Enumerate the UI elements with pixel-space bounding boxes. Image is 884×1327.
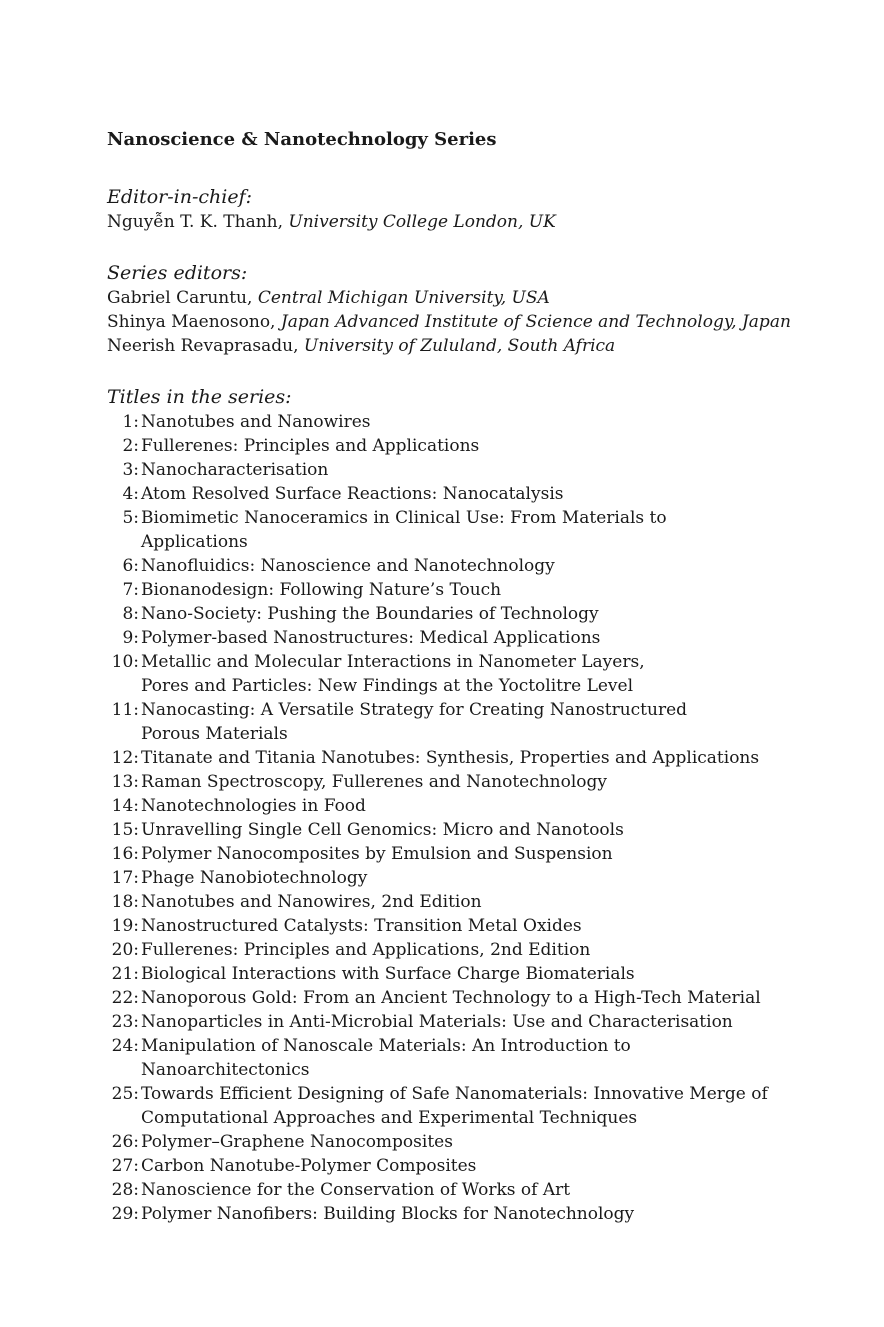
editor-in-chief-person xyxy=(107,210,807,234)
title-line: Atom Resolved Surface Reactions: Nanocatalysis xyxy=(141,484,564,504)
title-line: Fullerenes: Principles and Applications xyxy=(141,436,480,456)
title-number: 27: xyxy=(111,1156,139,1176)
title-number: 22: xyxy=(111,988,139,1008)
title-line: Applications xyxy=(141,532,248,552)
list-item xyxy=(107,818,807,842)
title-text xyxy=(139,1034,631,1082)
title-number: 18: xyxy=(111,892,139,912)
title-number: 7: xyxy=(122,580,139,600)
title-number: 3: xyxy=(122,460,139,480)
title-text xyxy=(139,506,667,554)
list-item xyxy=(107,842,807,866)
title-line: Nanotubes and Nanowires xyxy=(141,412,371,432)
title-number: 10: xyxy=(111,652,139,672)
title-number: 12: xyxy=(111,748,139,768)
title-number: 8: xyxy=(122,604,139,624)
series-editors-section xyxy=(107,260,807,358)
title-text xyxy=(139,1178,570,1202)
list-item xyxy=(107,1082,807,1130)
titles-heading: Titles in the series: xyxy=(107,386,292,408)
title-number: 17: xyxy=(111,868,139,888)
title-line: Pores and Particles: New Findings at the Yoctolitre Level xyxy=(141,676,634,696)
list-item xyxy=(107,794,807,818)
title-line: Nanotechnologies in Food xyxy=(141,796,366,816)
title-number: 21: xyxy=(111,964,139,984)
title-text xyxy=(139,1082,768,1130)
title-line: Nanoporous Gold: From an Ancient Technology to a High-Tech Material xyxy=(141,988,761,1008)
title-text xyxy=(139,554,555,578)
title-line: Carbon Nanotube-Polymer Composites xyxy=(141,1156,477,1176)
title-line: Nanotubes and Nanowires, 2nd Edition xyxy=(141,892,482,912)
person-affiliation: Japan Advanced Institute of Science and Technology, Japan xyxy=(280,312,791,332)
title-number: 29: xyxy=(111,1204,139,1224)
title-line: Nanoscience for the Conservation of Works of Art xyxy=(141,1180,571,1200)
title-line: Polymer Nanofibers: Building Blocks for Nanotechnology xyxy=(141,1204,635,1224)
list-item xyxy=(107,458,807,482)
title-text xyxy=(139,698,687,746)
title-text xyxy=(139,866,367,890)
title-line: Computational Approaches and Experimental Techniques xyxy=(141,1108,638,1128)
titles-list xyxy=(107,410,807,1226)
list-item xyxy=(107,1130,807,1154)
title-number: 6: xyxy=(122,556,139,576)
list-item xyxy=(107,578,807,602)
title-number: 24: xyxy=(111,1036,139,1056)
title-number: 1: xyxy=(122,412,139,432)
title-line: Biological Interactions with Surface Charge Biomaterials xyxy=(141,964,635,984)
title-number: 5: xyxy=(122,508,139,528)
list-item xyxy=(107,410,807,434)
list-item xyxy=(107,962,807,986)
title-text xyxy=(139,770,607,794)
series-editors-heading: Series editors: xyxy=(107,262,248,284)
title-text xyxy=(139,842,613,866)
title-number: 15: xyxy=(111,820,139,840)
list-item xyxy=(107,698,807,746)
title-line: Bionanodesign: Following Nature’s Touch xyxy=(141,580,502,600)
person-name: Shinya Maenosono, xyxy=(107,312,281,332)
title-line: Polymer–Graphene Nanocomposites xyxy=(141,1132,453,1152)
list-item xyxy=(107,602,807,626)
title-line: Nanocasting: A Versatile Strategy for Creating Nanostructured xyxy=(141,700,688,720)
list-item xyxy=(107,770,807,794)
title-line: Polymer-based Nanostructures: Medical Applications xyxy=(141,628,601,648)
title-text xyxy=(139,578,501,602)
title-line: Nanoarchitectonics xyxy=(141,1060,310,1080)
title-line: Towards Efficient Designing of Safe Nanomaterials: Innovative Merge of xyxy=(141,1084,768,1104)
title-text xyxy=(139,890,482,914)
list-item xyxy=(107,938,807,962)
series-editors-list xyxy=(107,286,807,358)
title-text xyxy=(139,458,328,482)
person-name: Nguyễn T. K. Thanh, xyxy=(107,212,289,232)
title-line: Polymer Nanocomposites by Emulsion and Suspension xyxy=(141,844,613,864)
list-item xyxy=(107,626,807,650)
title-line: Nanoparticles in Anti-Microbial Materials: Use and Characterisation xyxy=(141,1012,733,1032)
list-item xyxy=(107,554,807,578)
series-title: Nanoscience & Nanotechnology Series xyxy=(107,129,497,150)
list-item xyxy=(107,1202,807,1226)
list-item xyxy=(107,1154,807,1178)
title-number: 11: xyxy=(111,700,139,720)
person-affiliation: Central Michigan University, USA xyxy=(257,288,550,308)
series-editor-person xyxy=(107,334,807,358)
title-number: 4: xyxy=(122,484,139,504)
titles-section xyxy=(107,384,807,1226)
title-text xyxy=(139,794,366,818)
title-text xyxy=(139,1154,476,1178)
title-text xyxy=(139,1202,634,1226)
title-text xyxy=(139,482,563,506)
title-number: 14: xyxy=(111,796,139,816)
title-text xyxy=(139,650,645,698)
editor-in-chief-list xyxy=(107,210,807,234)
title-text xyxy=(139,938,590,962)
title-number: 13: xyxy=(111,772,139,792)
title-line: Nanostructured Catalysts: Transition Metal Oxides xyxy=(141,916,582,936)
list-item xyxy=(107,890,807,914)
list-item xyxy=(107,1034,807,1082)
title-text xyxy=(139,986,761,1010)
editor-in-chief-section xyxy=(107,184,807,234)
person-affiliation: University of Zululand, South Africa xyxy=(303,336,616,356)
title-text xyxy=(139,818,624,842)
title-line: Porous Materials xyxy=(141,724,288,744)
title-line: Metallic and Molecular Interactions in Nanometer Layers, xyxy=(141,652,645,672)
title-number: 16: xyxy=(111,844,139,864)
title-line: Manipulation of Nanoscale Materials: An Introduction to xyxy=(141,1036,631,1056)
title-text xyxy=(139,1130,453,1154)
series-editor-person xyxy=(107,286,807,310)
title-line: Phage Nanobiotechnology xyxy=(141,868,368,888)
title-number: 28: xyxy=(111,1180,139,1200)
list-item xyxy=(107,482,807,506)
title-line: Nanocharacterisation xyxy=(141,460,329,480)
list-item xyxy=(107,434,807,458)
list-item xyxy=(107,866,807,890)
title-line: Unravelling Single Cell Genomics: Micro and Nanotools xyxy=(141,820,624,840)
title-line: Raman Spectroscopy, Fullerenes and Nanotechnology xyxy=(141,772,608,792)
title-number: 20: xyxy=(111,940,139,960)
title-line: Titanate and Titania Nanotubes: Synthesis, Properties and Applications xyxy=(141,748,760,768)
list-item xyxy=(107,746,807,770)
list-item xyxy=(107,1178,807,1202)
document-page xyxy=(107,126,807,1252)
title-number: 9: xyxy=(122,628,139,648)
title-text xyxy=(139,626,600,650)
title-number: 26: xyxy=(111,1132,139,1152)
title-line: Nanofluidics: Nanoscience and Nanotechnology xyxy=(141,556,555,576)
title-line: Fullerenes: Principles and Applications, 2nd Edition xyxy=(141,940,591,960)
title-number: 2: xyxy=(122,436,139,456)
person-name: Neerish Revaprasadu, xyxy=(107,336,304,356)
person-affiliation: University College London, UK xyxy=(288,212,556,232)
editor-in-chief-heading: Editor-in-chief: xyxy=(107,186,253,208)
person-name: Gabriel Caruntu, xyxy=(107,288,258,308)
list-item xyxy=(107,506,807,554)
title-text xyxy=(139,434,479,458)
list-item xyxy=(107,986,807,1010)
series-editor-person xyxy=(107,310,807,334)
list-item xyxy=(107,1010,807,1034)
title-number: 25: xyxy=(111,1084,139,1104)
title-text xyxy=(139,914,582,938)
title-number: 19: xyxy=(111,916,139,936)
list-item xyxy=(107,914,807,938)
title-text xyxy=(139,602,599,626)
title-text xyxy=(139,1010,733,1034)
title-text xyxy=(139,746,759,770)
title-text xyxy=(139,410,371,434)
title-number: 23: xyxy=(111,1012,139,1032)
title-line: Biomimetic Nanoceramics in Clinical Use: From Materials to xyxy=(141,508,667,528)
list-item xyxy=(107,650,807,698)
title-text xyxy=(139,962,635,986)
title-line: Nano-Society: Pushing the Boundaries of Technology xyxy=(141,604,599,624)
